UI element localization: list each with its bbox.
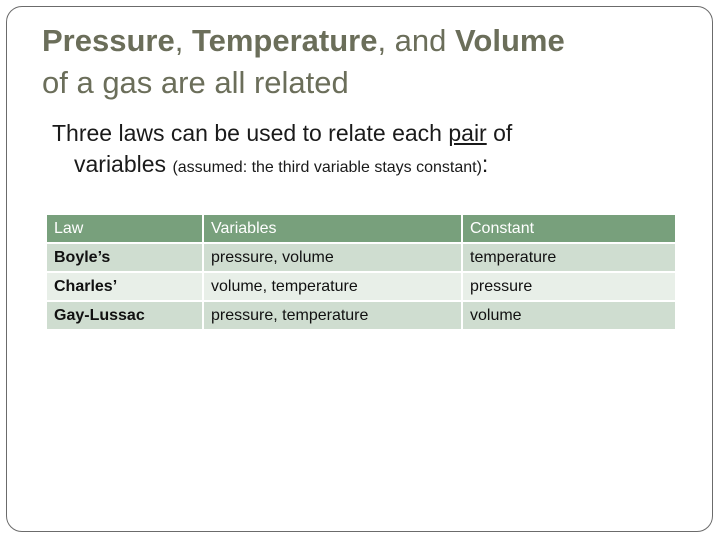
cell-constant: temperature bbox=[462, 243, 676, 272]
body-line-2-start: variables bbox=[74, 151, 173, 177]
cell-law: Boyle’s bbox=[46, 243, 203, 272]
cell-law: Charles’ bbox=[46, 272, 203, 301]
cell-variables: pressure, temperature bbox=[203, 301, 462, 330]
body-assumption-note: (assumed: the third variable stays constant) bbox=[172, 159, 482, 176]
body-paragraph bbox=[52, 118, 692, 183]
header-law: Law bbox=[46, 214, 203, 243]
title-word-temperature: Temperature bbox=[191, 23, 378, 58]
title-line-2: of a gas are all related bbox=[42, 65, 349, 100]
table-row bbox=[46, 272, 676, 301]
cell-constant: volume bbox=[462, 301, 676, 330]
title-word-volume: Volume bbox=[455, 23, 565, 58]
cell-constant: pressure bbox=[462, 272, 676, 301]
slide-title bbox=[42, 20, 702, 104]
title-sep-2: , and bbox=[377, 23, 456, 58]
body-line-1-end: of bbox=[486, 120, 513, 146]
body-line-1-start: Three laws can be used to relate each bbox=[52, 120, 449, 146]
body-underlined-pair: pair bbox=[448, 120, 487, 146]
header-variables: Variables bbox=[203, 214, 462, 243]
title-sep-1: , bbox=[174, 23, 192, 58]
table-header-row bbox=[46, 214, 676, 243]
cell-variables: pressure, volume bbox=[203, 243, 462, 272]
cell-law: Gay-Lussac bbox=[46, 301, 203, 330]
title-word-pressure: Pressure bbox=[42, 23, 175, 58]
gas-laws-table bbox=[45, 213, 677, 331]
body-line-1 bbox=[52, 118, 692, 149]
table-row bbox=[46, 243, 676, 272]
body-line-2-colon: : bbox=[481, 151, 489, 177]
body-line-2 bbox=[52, 149, 692, 183]
cell-variables: volume, temperature bbox=[203, 272, 462, 301]
header-constant: Constant bbox=[462, 214, 676, 243]
table-row bbox=[46, 301, 676, 330]
